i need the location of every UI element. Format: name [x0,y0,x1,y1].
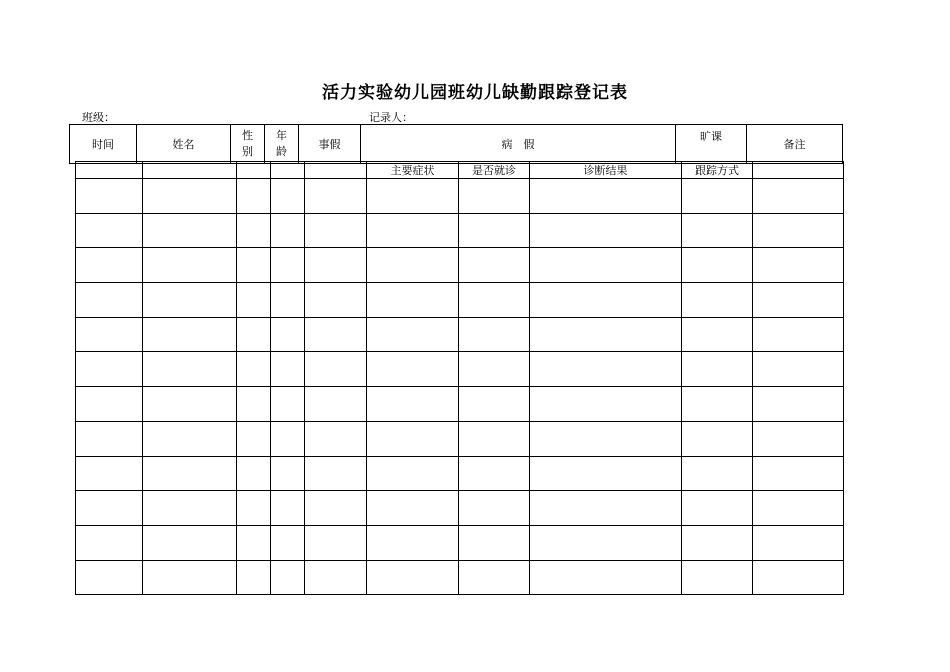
table-cell[interactable] [143,560,237,595]
table-cell[interactable] [367,317,459,352]
table-cell[interactable] [271,248,305,283]
table-cell[interactable] [530,491,682,526]
table-cell[interactable] [367,352,459,387]
table-cell[interactable] [237,213,271,248]
table-cell[interactable] [753,456,844,491]
table-cell[interactable] [237,387,271,422]
table-cell[interactable] [459,421,530,456]
table-cell[interactable] [76,179,143,214]
table-cell[interactable] [530,352,682,387]
table-cell[interactable] [367,525,459,560]
table-cell[interactable] [237,179,271,214]
table-cell[interactable] [530,560,682,595]
table-cell[interactable] [459,213,530,248]
table-cell[interactable] [682,248,753,283]
header-remarks: 备注 [747,125,843,164]
class-label: 班级： [82,111,115,124]
table-cell[interactable] [76,283,143,318]
table-cell[interactable] [530,213,682,248]
table-row [76,387,844,422]
table-cell[interactable] [271,525,305,560]
table-cell[interactable] [753,248,844,283]
table-row [76,213,844,248]
table-cell[interactable] [305,387,367,422]
table-cell[interactable] [682,560,753,595]
table-cell[interactable] [76,213,143,248]
table-cell[interactable] [459,456,530,491]
table-cell[interactable] [367,179,459,214]
table-cell[interactable] [682,387,753,422]
table-cell[interactable] [305,491,367,526]
table-row [76,421,844,456]
table-cell[interactable] [367,283,459,318]
table-cell[interactable] [76,248,143,283]
subheader-symptoms: 主要症状 [367,162,459,179]
table-cell[interactable] [305,456,367,491]
table-cell[interactable] [237,283,271,318]
subheader-follow-up: 跟踪方式 [682,162,753,179]
header-time: 时间 [70,125,137,164]
record-grid [75,161,844,595]
table-cell[interactable] [459,283,530,318]
table-cell[interactable] [305,248,367,283]
table-cell[interactable] [143,248,237,283]
table-row [76,352,844,387]
header-name: 姓名 [137,125,231,164]
subheader-empty [305,162,367,179]
table-cell[interactable] [367,560,459,595]
table-cell[interactable] [530,317,682,352]
subheader-diagnosis: 诊断结果 [530,162,682,179]
table-cell[interactable] [237,352,271,387]
table-cell[interactable] [143,179,237,214]
header-age [265,125,299,164]
table-cell[interactable] [76,456,143,491]
table-cell[interactable] [305,525,367,560]
table-cell[interactable] [305,213,367,248]
table-cell[interactable] [530,283,682,318]
table-cell[interactable] [237,421,271,456]
subheader-empty [237,162,271,179]
table-cell[interactable] [459,317,530,352]
table-cell[interactable] [367,491,459,526]
table-cell[interactable] [237,248,271,283]
table-cell[interactable] [143,421,237,456]
table-cell[interactable] [753,525,844,560]
table-cell[interactable] [237,317,271,352]
table-cell[interactable] [271,213,305,248]
table-row [76,456,844,491]
table-cell[interactable] [753,283,844,318]
table-cell[interactable] [753,213,844,248]
table-cell[interactable] [76,560,143,595]
table-cell[interactable] [271,421,305,456]
header-sick-leave: 病 假 [361,125,676,164]
header-absent: 旷课 [676,125,747,164]
table-cell[interactable] [143,491,237,526]
table-cell[interactable] [367,456,459,491]
header-personal-leave: 事假 [299,125,361,164]
subheader-empty [76,162,143,179]
table-cell[interactable] [76,352,143,387]
table-cell[interactable] [530,525,682,560]
table-cell[interactable] [459,248,530,283]
subheader-empty [143,162,237,179]
header-age-line1: 年 [276,129,287,142]
table-cell[interactable] [271,179,305,214]
table-cell[interactable] [459,491,530,526]
table-row [76,179,844,214]
subheader-empty [753,162,844,179]
table-cell[interactable] [753,317,844,352]
subheader-seen-doctor: 是否就诊 [459,162,530,179]
table-cell[interactable] [237,456,271,491]
table-cell[interactable] [76,387,143,422]
recorder-label: 记录人： [369,111,413,124]
table-cell[interactable] [530,387,682,422]
table-cell[interactable] [271,317,305,352]
table-cell[interactable] [530,248,682,283]
table-row [76,248,844,283]
table-cell[interactable] [753,387,844,422]
table-cell[interactable] [305,283,367,318]
table-cell[interactable] [305,421,367,456]
table-cell[interactable] [367,387,459,422]
header-gender-line1: 性 [242,129,253,142]
table-cell[interactable] [143,317,237,352]
table-cell[interactable] [682,421,753,456]
header-gender-line2: 别 [242,145,253,158]
table-cell[interactable] [682,179,753,214]
table-cell[interactable] [367,421,459,456]
table-cell[interactable] [459,525,530,560]
table-cell[interactable] [682,352,753,387]
table-cell[interactable] [367,248,459,283]
table-cell[interactable] [76,421,143,456]
table-cell[interactable] [682,491,753,526]
table-cell[interactable] [143,213,237,248]
table-cell[interactable] [143,387,237,422]
table-cell[interactable] [271,491,305,526]
table-cell[interactable] [459,352,530,387]
table-cell[interactable] [682,213,753,248]
table-cell[interactable] [753,179,844,214]
table-cell[interactable] [753,491,844,526]
table-cell[interactable] [237,560,271,595]
table-row [76,283,844,318]
table-cell[interactable] [237,525,271,560]
table-row [76,560,844,595]
table-cell[interactable] [682,525,753,560]
table-cell[interactable] [305,352,367,387]
table-cell[interactable] [530,179,682,214]
table-cell[interactable] [271,387,305,422]
table-cell[interactable] [143,525,237,560]
table-cell[interactable] [76,525,143,560]
table-cell[interactable] [305,560,367,595]
header-table [69,124,843,164]
table-cell[interactable] [76,491,143,526]
table-cell[interactable] [682,283,753,318]
table-cell[interactable] [76,317,143,352]
table-cell[interactable] [367,213,459,248]
header-age-line2: 龄 [276,145,287,158]
subheader-empty [271,162,305,179]
recorder-field [369,109,413,125]
table-cell[interactable] [682,317,753,352]
table-cell[interactable] [271,456,305,491]
table-cell[interactable] [530,421,682,456]
table-cell[interactable] [682,456,753,491]
table-row [76,317,844,352]
table-cell[interactable] [271,352,305,387]
table-cell[interactable] [459,387,530,422]
table-cell[interactable] [305,179,367,214]
table-cell[interactable] [143,456,237,491]
table-cell[interactable] [753,352,844,387]
table-cell[interactable] [753,560,844,595]
table-row [76,491,844,526]
table-cell[interactable] [753,421,844,456]
table-cell[interactable] [459,179,530,214]
table-cell[interactable] [143,352,237,387]
table-cell[interactable] [143,283,237,318]
table-row [76,525,844,560]
class-field [82,109,115,125]
page-title: 活力实验幼儿园班幼儿缺勤跟踪登记表 [322,83,628,103]
header-gender [231,125,265,164]
table-cell[interactable] [459,560,530,595]
table-cell[interactable] [271,283,305,318]
table-cell[interactable] [305,317,367,352]
table-cell[interactable] [271,560,305,595]
table-cell[interactable] [530,456,682,491]
table-cell[interactable] [237,491,271,526]
subheader-row [76,162,844,179]
